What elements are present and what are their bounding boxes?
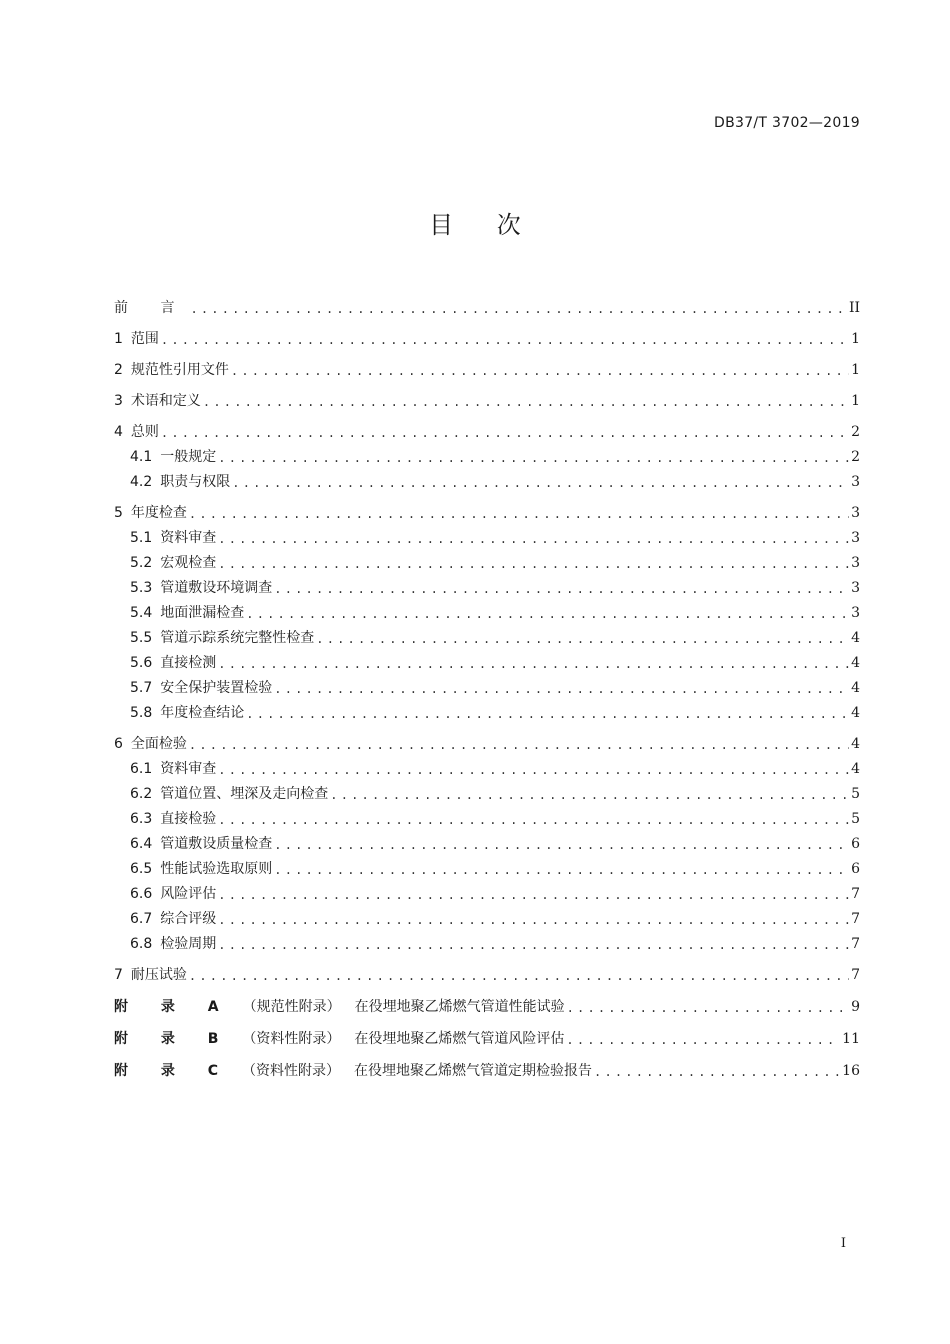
toc-entry-page: 2	[851, 449, 860, 465]
page-number: I	[840, 1236, 846, 1251]
dot-leader	[161, 425, 849, 441]
dot-leader	[246, 706, 849, 722]
toc-entry[interactable]	[114, 491, 860, 522]
toc-entry-number: 5.8	[130, 705, 153, 721]
toc-entry-label: 直接检测	[160, 655, 217, 671]
toc-entry-page: 1	[851, 393, 860, 409]
toc-entry-number: 6.1	[130, 761, 153, 777]
dot-leader	[190, 301, 846, 317]
toc-entry-page: 1	[851, 331, 860, 347]
toc-entry-number: 5.3	[130, 580, 153, 596]
toc-entry[interactable]	[114, 778, 860, 803]
dot-leader	[274, 681, 849, 697]
toc-entry-appendix[interactable]	[114, 1016, 860, 1048]
toc-entry-page: 4	[851, 705, 860, 721]
toc-entry-page: 3	[851, 580, 860, 596]
dot-leader	[218, 556, 849, 572]
dot-leader	[218, 762, 849, 778]
toc-entry-page: 3	[851, 505, 860, 521]
toc-entry-label: 在役埋地聚乙烯燃气管道风险评估	[354, 1031, 565, 1047]
toc-entry-number: 6.4	[130, 836, 153, 852]
toc-entry-page: 4	[851, 736, 860, 752]
toc-entry[interactable]	[114, 928, 860, 953]
toc-entry-label: 资料审查	[160, 530, 217, 546]
toc-entry-page: 2	[851, 424, 860, 440]
toc-entry[interactable]	[114, 597, 860, 622]
toc-entry-number: 5.5	[130, 630, 153, 646]
toc-entry-number: 5.4	[130, 605, 153, 621]
toc-entry-page: 1	[851, 362, 860, 378]
toc-entry-page: 4	[851, 680, 860, 696]
dot-leader	[203, 394, 849, 410]
dot-leader	[189, 737, 849, 753]
toc-entry-label: 安全保护装置检验	[160, 680, 273, 696]
toc-entry[interactable]	[114, 903, 860, 928]
dot-leader	[218, 912, 849, 928]
toc-entry-label: 资料审查	[160, 761, 217, 777]
toc-entry-number: 3	[114, 393, 123, 409]
dot-leader	[161, 332, 849, 348]
page-title: 目 次	[429, 211, 539, 239]
toc-entry-number: 6.3	[130, 811, 153, 827]
toc-entry-label: 术语和定义	[130, 393, 201, 409]
toc-entry-number: 5	[114, 505, 123, 521]
toc-entry[interactable]	[114, 317, 860, 348]
toc-entry[interactable]	[114, 379, 860, 410]
dot-leader	[218, 887, 849, 903]
toc-entry-page: 7	[851, 886, 860, 902]
appendix-type: （资料性附录）	[242, 1063, 341, 1079]
toc-entry[interactable]	[114, 647, 860, 672]
toc-entry-page: 3	[851, 474, 860, 490]
toc-entry-page: 6	[851, 836, 860, 852]
toc-entry-appendix[interactable]	[114, 1048, 860, 1080]
toc-entry[interactable]	[114, 572, 860, 597]
toc-entry[interactable]	[114, 522, 860, 547]
dot-leader	[189, 968, 849, 984]
toc-entry-label: 直接检验	[160, 811, 217, 827]
dot-leader	[567, 1000, 849, 1016]
table-of-contents	[114, 286, 860, 1080]
toc-entry-label: 风险评估	[160, 886, 217, 902]
document-code: DB37/T 3702—2019	[714, 115, 860, 131]
toc-entry-label: 一般规定	[160, 449, 217, 465]
toc-entry-appendix[interactable]	[114, 984, 860, 1016]
toc-entry[interactable]	[114, 953, 860, 984]
toc-entry[interactable]	[114, 547, 860, 572]
appendix-type: （资料性附录）	[242, 1031, 341, 1047]
toc-entry-page: 5	[851, 811, 860, 827]
toc-entry-page: 4	[851, 761, 860, 777]
dot-leader	[218, 812, 849, 828]
toc-entry-label: 管道敷设质量检查	[160, 836, 273, 852]
dot-leader	[232, 475, 849, 491]
toc-entry-label: 在役埋地聚乙烯燃气管道定期检验报告	[354, 1063, 593, 1079]
toc-entry[interactable]	[114, 410, 860, 441]
toc-entry-page: II	[848, 300, 860, 316]
toc-entry-page: 16	[842, 1063, 860, 1079]
toc-entry-number: 6	[114, 736, 123, 752]
toc-entry-label: 宏观检查	[160, 555, 217, 571]
toc-entry-label: 在役埋地聚乙烯燃气管道性能试验	[354, 999, 565, 1015]
toc-entry-number: 4	[114, 424, 123, 440]
toc-entry-label: 年度检查	[130, 505, 187, 521]
toc-entry-number: 6.5	[130, 861, 153, 877]
toc-entry-number: 6.7	[130, 911, 153, 927]
appendix-head: 附 录 A	[114, 999, 233, 1015]
toc-entry[interactable]	[114, 878, 860, 903]
toc-entry[interactable]	[114, 722, 860, 753]
toc-entry-page: 11	[842, 1031, 860, 1047]
toc-section-list	[114, 317, 860, 984]
toc-entry-foreword[interactable]	[114, 286, 860, 317]
toc-entry[interactable]	[114, 672, 860, 697]
appendix-head: 附 录 B	[114, 1031, 233, 1047]
dot-leader	[189, 506, 849, 522]
toc-entry-page: 3	[851, 605, 860, 621]
toc-entry-label: 性能试验选取原则	[160, 861, 273, 877]
toc-entry-label: 耐压试验	[130, 967, 187, 983]
dot-leader	[218, 531, 849, 547]
appendix-type: （规范性附录）	[242, 999, 341, 1015]
toc-entry[interactable]	[114, 803, 860, 828]
toc-entry-number: 1	[114, 331, 123, 347]
dot-leader	[246, 606, 849, 622]
toc-entry-page: 6	[851, 861, 860, 877]
toc-entry-page: 5	[851, 786, 860, 802]
toc-entry-page: 3	[851, 555, 860, 571]
toc-entry-page: 7	[851, 911, 860, 927]
toc-entry-number: 7	[114, 967, 123, 983]
toc-entry-number: 5.6	[130, 655, 153, 671]
toc-entry-number: 2	[114, 362, 123, 378]
dot-leader	[330, 787, 849, 803]
dot-leader	[218, 656, 849, 672]
toc-entry-label: 前 言	[114, 300, 189, 316]
toc-entry-label: 管道敷设环境调查	[160, 580, 273, 596]
dot-leader	[316, 631, 849, 647]
toc-entry[interactable]	[114, 853, 860, 878]
toc-entry[interactable]	[114, 466, 860, 491]
toc-entry-label: 全面检验	[130, 736, 187, 752]
toc-entry-number: 4.1	[130, 449, 153, 465]
toc-entry-number: 6.8	[130, 936, 153, 952]
toc-entry-page: 9	[851, 999, 860, 1015]
toc-entry-label: 管道示踪系统完整性检查	[160, 630, 315, 646]
toc-entry-label: 范围	[130, 331, 159, 347]
toc-entry-number: 6.2	[130, 786, 153, 802]
toc-entry-label: 检验周期	[160, 936, 217, 952]
toc-entry[interactable]	[114, 697, 860, 722]
toc-entry-page: 7	[851, 967, 860, 983]
toc-entry-number: 5.1	[130, 530, 153, 546]
toc-entry[interactable]	[114, 753, 860, 778]
toc-entry-label: 综合评级	[160, 911, 217, 927]
toc-entry-label: 规范性引用文件	[130, 362, 229, 378]
toc-entry[interactable]	[114, 622, 860, 647]
dot-leader	[274, 837, 849, 853]
toc-entry-page: 3	[851, 530, 860, 546]
toc-entry-label: 管道位置、埋深及走向检查	[160, 786, 329, 802]
toc-entry-number: 5.7	[130, 680, 153, 696]
toc-entry-label: 总则	[130, 424, 159, 440]
toc-entry-page: 7	[851, 936, 860, 952]
appendix-head: 附 录 C	[114, 1063, 233, 1079]
dot-leader	[231, 363, 849, 379]
toc-entry[interactable]	[114, 348, 860, 379]
toc-entry-page: 4	[851, 630, 860, 646]
toc-entry[interactable]	[114, 441, 860, 466]
toc-entry-number: 6.6	[130, 886, 153, 902]
toc-entry-page: 4	[851, 655, 860, 671]
dot-leader	[594, 1064, 840, 1080]
toc-entry-label: 年度检查结论	[160, 705, 245, 721]
toc-entry-label: 职责与权限	[160, 474, 231, 490]
toc-entry-number: 4.2	[130, 474, 153, 490]
dot-leader	[274, 581, 849, 597]
dot-leader	[274, 862, 849, 878]
toc-entry[interactable]	[114, 828, 860, 853]
toc-appendix-list	[114, 984, 860, 1080]
dot-leader	[218, 450, 849, 466]
dot-leader	[566, 1032, 840, 1048]
dot-leader	[218, 937, 849, 953]
toc-entry-label: 地面泄漏检查	[160, 605, 245, 621]
toc-entry-number: 5.2	[130, 555, 153, 571]
